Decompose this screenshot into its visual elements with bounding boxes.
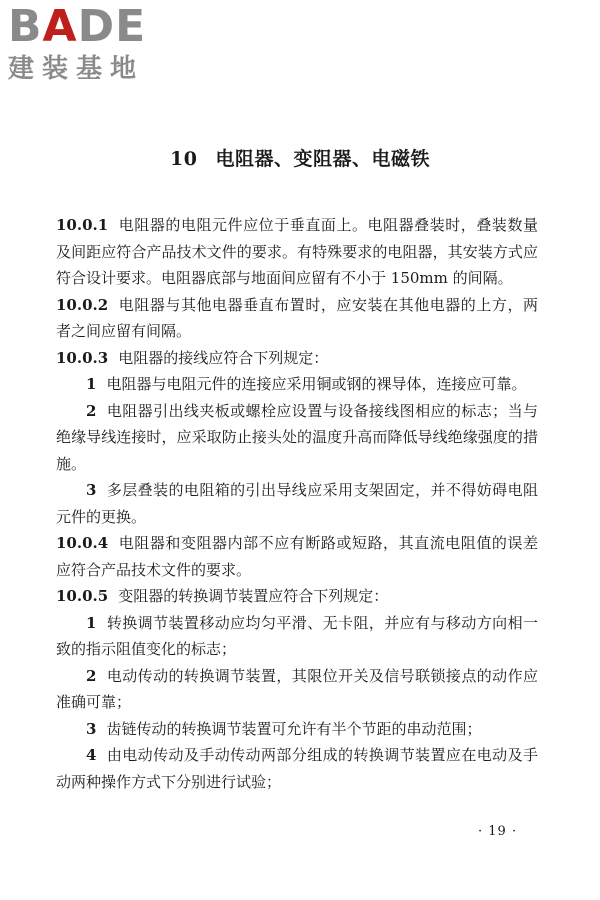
chapter-heading: 电阻器、变阻器、电磁铁 — [215, 148, 430, 170]
item-text: 转换调节装置移动应均匀平滑、无卡阻，并应有与移动方向相一致的指示阻值变化的标志； — [56, 613, 538, 658]
clause-number: 10.0.4 — [56, 534, 109, 552]
item-number: 2 — [86, 401, 97, 420]
item-text: 电动传动的转换调节装置，其限位开关及信号联锁接点的动作应准确可靠； — [56, 666, 538, 711]
clause-10-0-5-item-2 — [56, 663, 538, 716]
logo-subtitle: 建装基地 — [8, 54, 145, 84]
clause-10-0-3-item-1 — [56, 371, 538, 398]
logo-letter-a: A — [42, 1, 78, 52]
item-number: 4 — [86, 746, 97, 764]
clause-10-0-3 — [56, 345, 538, 372]
clause-10-0-5-item-1 — [56, 610, 538, 663]
clause-text: 电阻器的电阻元件应位于垂直面上。电阻器叠装时，叠装数量及间距应符合产品技术文件的要求。有特殊要求的电阻器，其安装方式应符合设计要求。电阻器底部与地面间应留有不小于 150mm 的间隔。 — [56, 216, 538, 287]
bade-logo — [8, 1, 178, 84]
clause-number: 10.0.2 — [56, 295, 109, 314]
clause-number: 10.0.1 — [56, 216, 109, 234]
clause-10-0-5 — [56, 583, 538, 610]
item-number: 3 — [86, 481, 97, 499]
item-number: 1 — [86, 375, 97, 393]
clause-text: 变阻器的转换调节装置应符合下列规定： — [118, 587, 389, 605]
clause-10-0-1 — [56, 212, 538, 292]
clause-text: 电阻器的接线应符合下列规定： — [118, 348, 329, 367]
page-number: · 19 · — [478, 824, 518, 839]
clause-10-0-5-item-4 — [56, 742, 538, 795]
item-text: 由电动传动及手动传动两部分组成的转换调节装置应在电动及手动两种操作方式下分别进行试验； — [56, 746, 538, 791]
logo-wordmark — [8, 1, 178, 52]
item-text: 齿链传动的转换调节装置可允许有半个节距的串动范围； — [106, 719, 482, 738]
item-number: 1 — [86, 613, 97, 632]
item-number: 2 — [86, 666, 97, 685]
clause-10-0-2 — [56, 292, 538, 345]
document-body — [56, 212, 538, 795]
clause-10-0-5-item-3 — [56, 716, 538, 743]
item-text: 电阻器引出线夹板或螺栓应设置与设备接线图相应的标志；当与绝缘导线连接时，应采取防止接头处的温度升高而降低导线绝缘强度的措施。 — [56, 401, 538, 473]
item-number: 3 — [86, 719, 97, 738]
clause-text: 电阻器与其他电器垂直布置时，应安装在其他电器的上方，两者之间应留有间隔。 — [56, 295, 538, 340]
logo-letters-de: DE — [77, 1, 147, 52]
logo-letter-b: B — [8, 1, 43, 52]
clause-10-0-4 — [56, 530, 538, 583]
item-text: 多层叠装的电阻箱的引出导线应采用支架固定，并不得妨碍电阻元件的更换。 — [56, 481, 538, 526]
clause-10-0-3-item-2 — [56, 398, 538, 478]
clause-number: 10.0.3 — [56, 348, 109, 367]
chapter-number: 10 — [170, 148, 198, 170]
item-text: 电阻器与电阻元件的连接应采用铜或钢的裸导体，连接应可靠。 — [106, 375, 527, 393]
clause-10-0-3-item-3 — [56, 477, 538, 530]
clause-number: 10.0.5 — [56, 587, 109, 605]
chapter-title — [0, 144, 600, 171]
clause-text: 电阻器和变阻器内部不应有断路或短路，其直流电阻值的误差应符合产品技术文件的要求。 — [56, 534, 538, 579]
